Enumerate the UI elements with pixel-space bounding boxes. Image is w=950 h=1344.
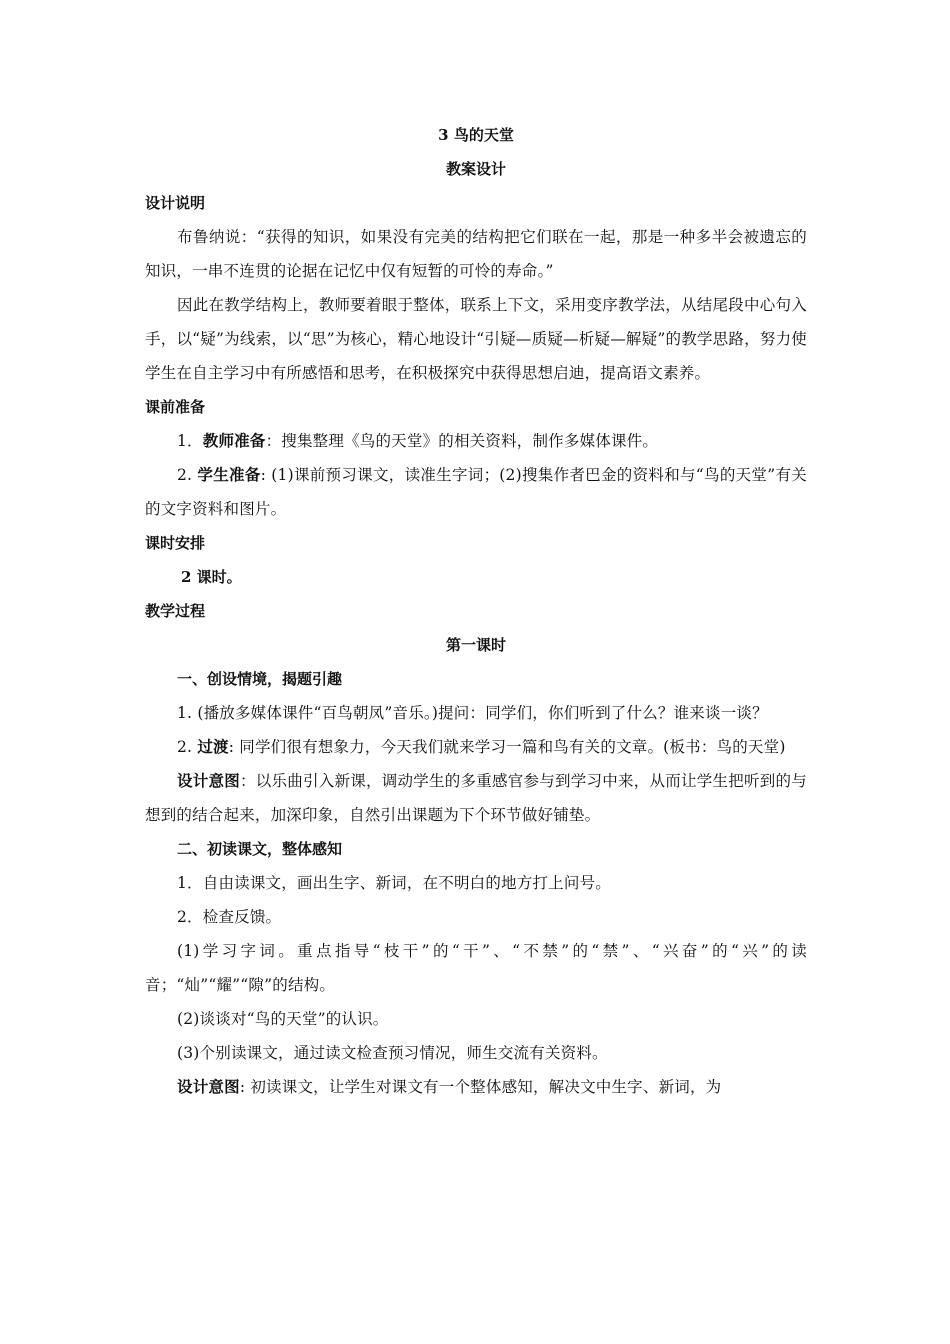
schedule-text: 2 课时。 <box>181 568 242 586</box>
paragraph: (3)个别读课文，通过读文检查预习情况，师生交流有关资料。 <box>177 1044 608 1062</box>
paragraph: 2．检查反馈。 <box>177 908 282 926</box>
item-number: 1． <box>177 432 203 450</box>
document-subtitle: 教案设计 <box>445 160 506 178</box>
item-text: : (1)课前预习课文，读准生字词；(2)搜集作者巴金的资料和与“鸟的天堂”有关的文字资料和图片。 <box>145 466 807 518</box>
section-heading-process: 教学过程 <box>145 602 206 620</box>
item-label: 过渡 <box>197 737 229 756</box>
document-title: 3 鸟的天堂 <box>438 126 514 144</box>
part-heading: 二、初读课文，整体感知 <box>177 840 343 858</box>
item-number: 2. <box>177 466 198 484</box>
intent-text: : 初读课文，让学生对课文有一个整体感知，解决文中生字、新词，为 <box>239 1078 722 1096</box>
document-page <box>145 118 807 1104</box>
prep-item-student <box>145 458 807 526</box>
item-label: 学生准备 <box>197 465 261 484</box>
section-heading-schedule: 课时安排 <box>145 534 206 552</box>
intent-label: 设计意图 <box>177 1077 240 1096</box>
design-intent <box>145 764 807 832</box>
section-heading-prep: 课前准备 <box>145 398 206 416</box>
part-heading: 一、创设情境，揭题引趣 <box>177 670 343 688</box>
section-heading-design-note: 设计说明 <box>145 194 206 212</box>
design-intent <box>145 1070 807 1104</box>
lesson-title: 第一课时 <box>445 636 506 654</box>
paragraph: (1)学习字词。重点指导“枝干”的“干”、“不禁”的“禁”、“兴奋”的“兴”的读音；“灿”“耀”“隙”的结构。 <box>145 942 807 994</box>
prep-item-teacher <box>145 424 807 458</box>
paragraph <box>145 730 807 764</box>
paragraph: 1．自由读课文，画出生字、新词，在不明白的地方打上问号。 <box>177 874 611 892</box>
paragraph: 布鲁纳说：“获得的知识，如果没有完美的结构把它们联在一起，那是一种多半会被遗忘的知识，一串不连贯的论据在记忆中仅有短暂的可怜的寿命。” <box>145 228 807 280</box>
paragraph: 1. (播放多媒体课件“百鸟朝凤”音乐。)提问：同学们，你们听到了什么？谁来谈一谈？ <box>177 704 768 722</box>
intent-text: ：以乐曲引入新课，调动学生的多重感官参与到学习中来，从而让学生把听到的与想到的结合起来，加深印象，自然引出课题为下个环节做好铺垫。 <box>145 772 807 824</box>
intent-label: 设计意图 <box>177 771 241 790</box>
paragraph: (2)谈谈对“鸟的天堂”的认识。 <box>177 1010 389 1028</box>
item-number: 2. <box>177 738 198 756</box>
item-label: 教师准备 <box>202 431 266 450</box>
paragraph: 因此在教学结构上，教师要着眼于整体，联系上下文，采用变序教学法，从结尾段中心句入手，以“疑”为线索，以“思”为核心，精心地设计“引疑—质疑—析疑—解疑”的教学思路，努力使学生在自主学习中有所感悟和思考，在积极探究中获得思想启迪，提高语文素养。 <box>145 296 807 382</box>
item-text: : 同学们很有想象力，今天我们就来学习一篇和鸟有关的文章。(板书：鸟的天堂) <box>228 738 786 756</box>
item-text: ：搜集整理《鸟的天堂》的相关资料，制作多媒体课件。 <box>265 432 659 450</box>
